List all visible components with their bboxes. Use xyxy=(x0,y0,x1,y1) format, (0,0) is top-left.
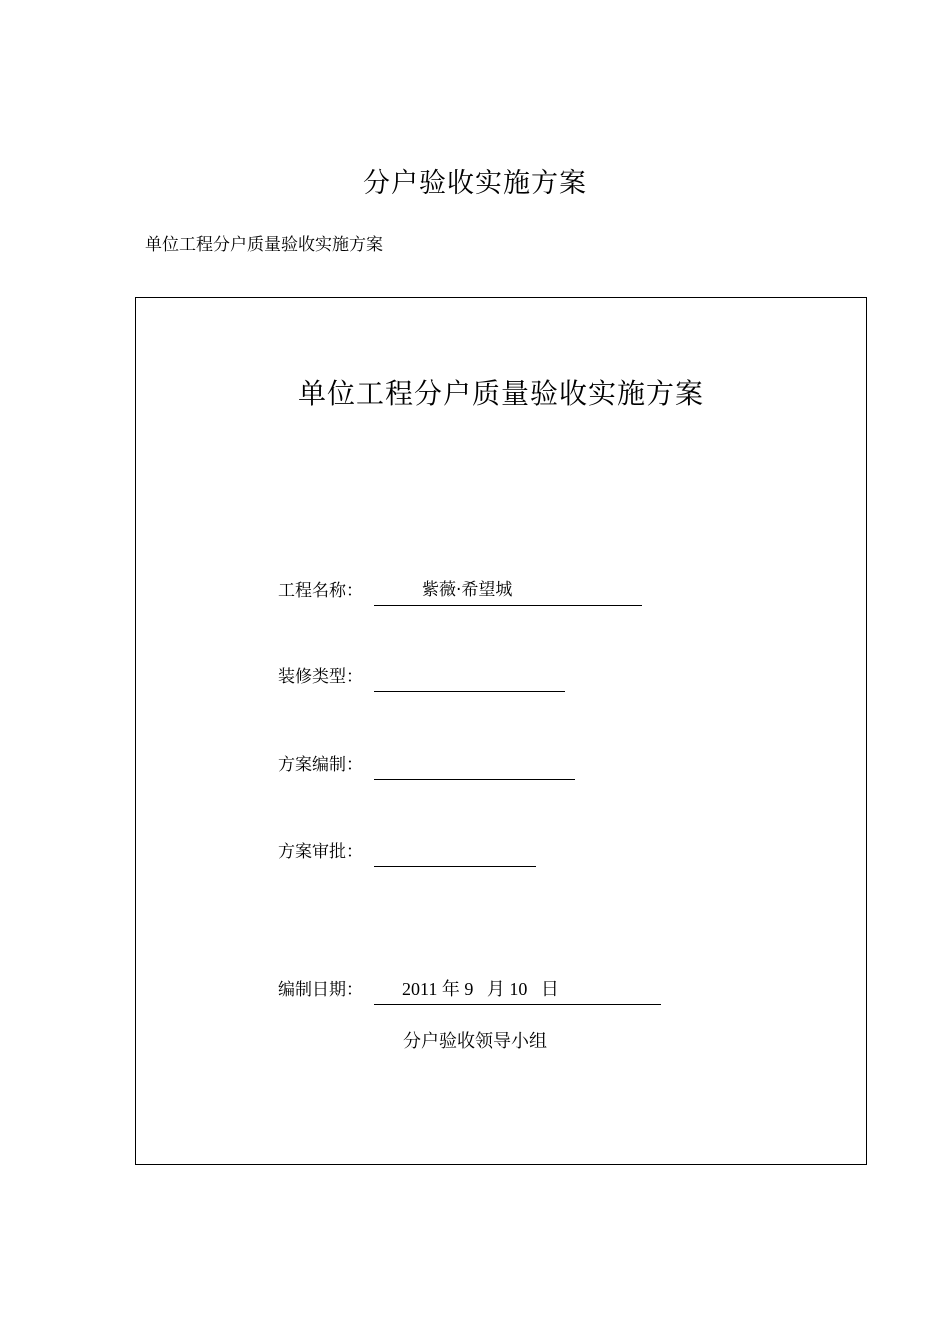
compile-date-value: 2011 年 9 月 10 日 xyxy=(402,979,559,999)
document-title: 分户验收实施方案 xyxy=(363,168,587,199)
decoration-type-underline xyxy=(374,665,565,692)
plan-author-underline xyxy=(374,753,575,780)
cover-title: 单位工程分户质量验收实施方案 xyxy=(297,377,704,410)
group-name: 分户验收领导小组 xyxy=(403,1031,547,1051)
decoration-type-label: 装修类型： xyxy=(278,667,363,687)
document-subtitle: 单位工程分户质量验收实施方案 xyxy=(145,235,383,255)
plan-author-label: 方案编制： xyxy=(278,755,363,775)
plan-approval-underline xyxy=(374,840,536,867)
compile-date-label: 编制日期： xyxy=(278,980,363,1000)
plan-approval-label: 方案审批： xyxy=(278,842,363,862)
project-name-value: 紫薇·希望城 xyxy=(422,580,513,600)
project-name-label: 工程名称： xyxy=(278,581,363,601)
